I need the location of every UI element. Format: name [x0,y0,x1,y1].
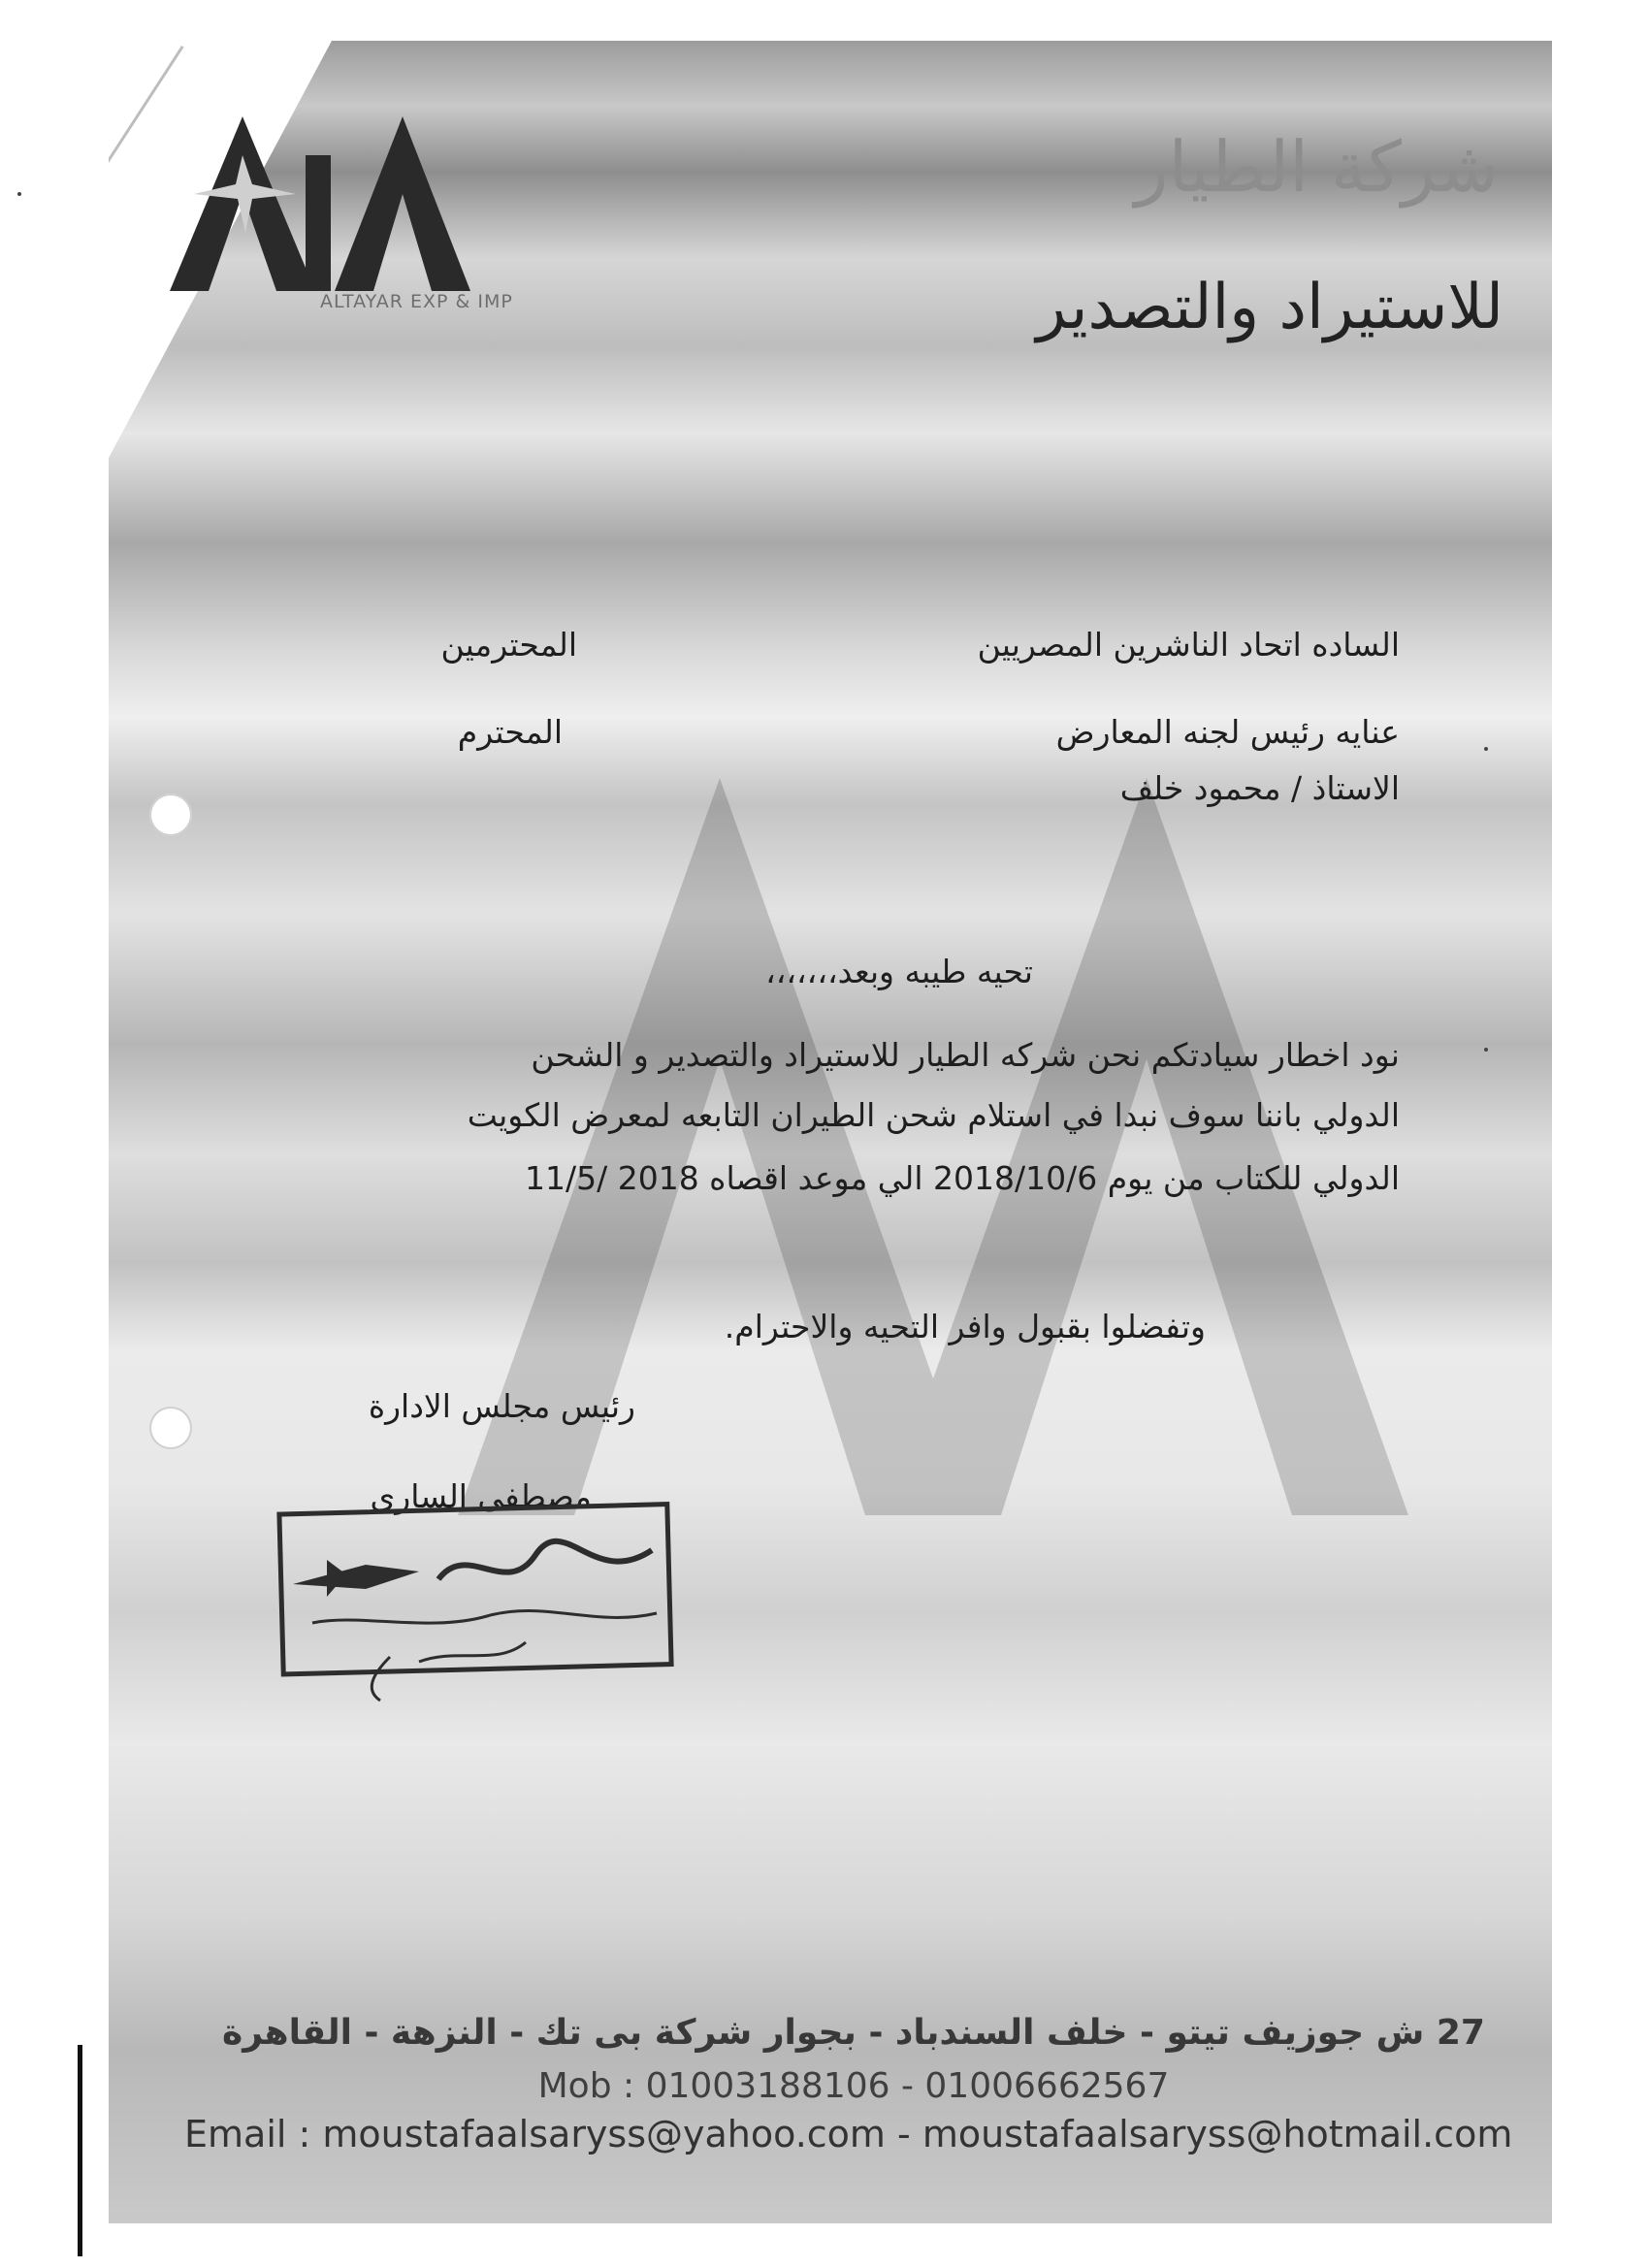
body-line-2: الدولي باننا سوف نبدا في استلام شحن الطيران التابعه لمعرض الكويت [467,1096,1400,1134]
addressee-line-3: الاستاذ / محمود خلف [1119,769,1400,807]
punch-hole-top [149,794,192,836]
body-line-1: نود اخطار سيادتكم نحن شركه الطيار للاستيراد والتصدير و الشحن [531,1036,1400,1074]
footer-mobile: Mob : 01003188106 - 01006662567 [537,2066,1170,2106]
punch-hole-bottom [149,1407,192,1449]
company-subtitle: للاستيراد والتصدير [1036,272,1504,343]
scan-edge-mark [78,2045,82,2256]
company-stamp [274,1502,676,1705]
addressee-line-1: الساده اتحاد الناشرين المصريين [977,626,1400,664]
greeting: تحيه طيبه وبعد،،،،،،، [765,953,1033,990]
scan-speck [1484,747,1488,751]
signatory-name: مصطفى السارى [370,1477,592,1515]
signatory-title: رئيس مجلس الادارة [368,1387,635,1425]
footer-emails: Email : moustafaalsaryss@yahoo.com - moustafaalsaryss@hotmail.com [184,2113,1513,2155]
closing-line: وتفضلوا بقبول وافر التحيه والاحترام. [724,1308,1206,1345]
addressee-honorific-1: المحترمين [440,626,577,664]
scan-speck [1484,1048,1488,1052]
footer-address: 27 ش جوزيف تيتو - خلف السندباد - بجوار شركة بى تك - النزهة - القاهرة [222,2013,1485,2053]
logo-caption: ALTAYAR EXP & IMP [320,291,513,312]
scan-speck [17,192,21,196]
body-line-3: الدولي للكتاب من يوم 2018/10/6 الي موعد اقصاه 2018 /11/5 [524,1159,1400,1197]
addressee-honorific-2: المحترم [457,713,563,751]
addressee-line-2: عنايه رئيس لجنه المعارض [1055,713,1400,751]
company-name: شركة الطيار [1134,126,1499,208]
